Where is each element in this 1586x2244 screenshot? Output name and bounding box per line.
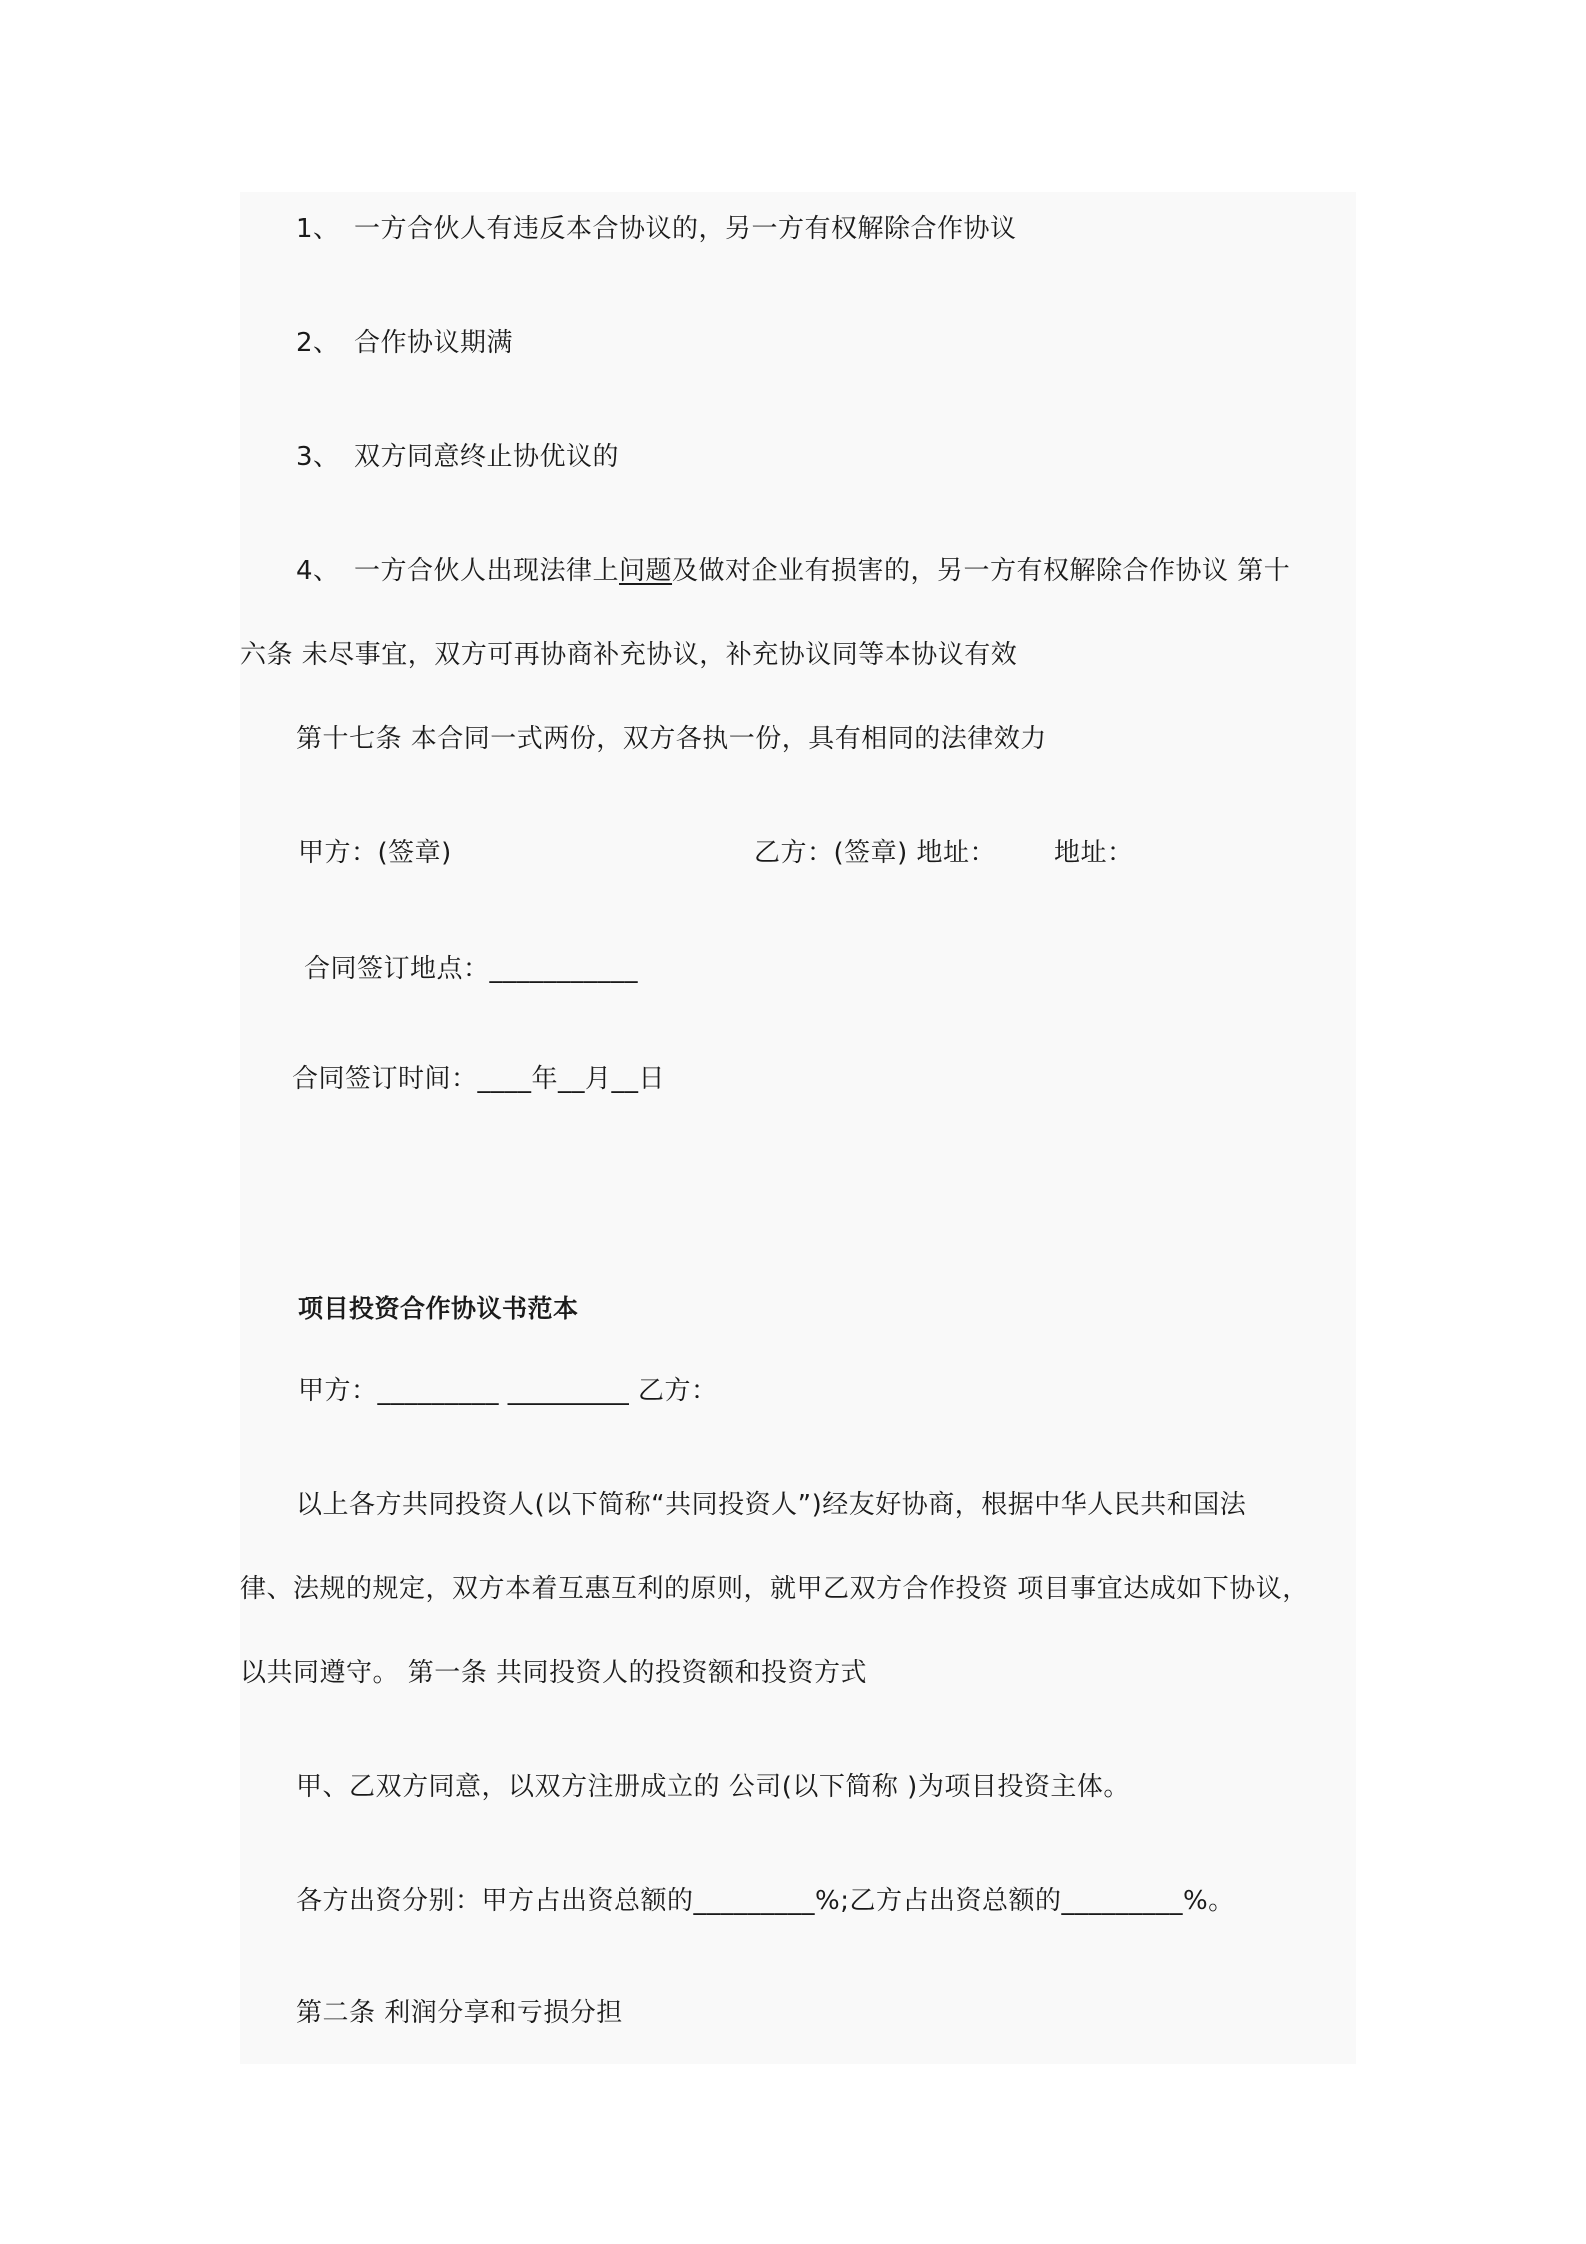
address-label: 地址： — [1054, 838, 1134, 868]
clause-item-1 — [296, 212, 1017, 246]
intro-line-2: 律、法规的规定，双方本着互惠互利的原则，就甲乙双方合作投资 项目事宜达成如下协议， — [240, 1574, 1309, 1604]
underlined-text: 问题 — [619, 556, 673, 586]
clause-item-3 — [296, 440, 619, 474]
article-17: 第十七条 本合同一式两份，双方各执一份，具有相同的法律效力 — [296, 724, 1047, 754]
clause-text: 一方合伙人出现法律上 — [354, 556, 620, 586]
article-16: 六条 未尽事宜，双方可再协商补充协议，补充协议同等本协议有效 — [240, 640, 1018, 670]
clause-text: 一方合伙人有违反本合协议的，另一方有权解除合作协议 — [354, 214, 1017, 244]
investment-entity-paragraph: 甲、乙双方同意，以双方注册成立的 公司(以下简称 )为项目投资主体。 — [296, 1772, 1130, 1802]
clause-text: 双方同意终止协优议的 — [354, 442, 620, 472]
intro-line-1: 以上各方共同投资人(以下简称“共同投资人”)经友好协商，根据中华人民共和国法 — [296, 1490, 1247, 1520]
clause-number: 3、 — [296, 442, 340, 472]
clause-number: 1、 — [296, 214, 340, 244]
party-a-signature: 甲方：(签章) — [298, 838, 452, 868]
party-b-signature: 乙方：(签章) 地址： — [754, 838, 997, 868]
investment-share-paragraph: 各方出资分别：甲方占出资总额的_________%;乙方占出资总额的_________%。 — [296, 1886, 1235, 1916]
clause-number: 2、 — [296, 328, 340, 358]
signing-time: 合同签订时间：____年__月__日 — [292, 1064, 666, 1094]
parties-line: 甲方：_________ _________ 乙方： — [298, 1376, 718, 1406]
article-2-heading: 第二条 利润分享和亏损分担 — [296, 1998, 623, 2028]
clause-number: 4、 — [296, 556, 340, 586]
signing-place: 合同签订地点：___________ — [304, 954, 639, 984]
clause-text: 合作协议期满 — [354, 328, 514, 358]
clause-text: 及做对企业有损害的，另一方有权解除合作协议 第十 — [672, 556, 1291, 586]
clause-item-2 — [296, 326, 513, 360]
clause-item-4 — [296, 554, 1290, 588]
intro-line-3: 以共同遵守。 第一条 共同投资人的投资额和投资方式 — [240, 1658, 868, 1688]
agreement-title: 项目投资合作协议书范本 — [298, 1294, 579, 1323]
